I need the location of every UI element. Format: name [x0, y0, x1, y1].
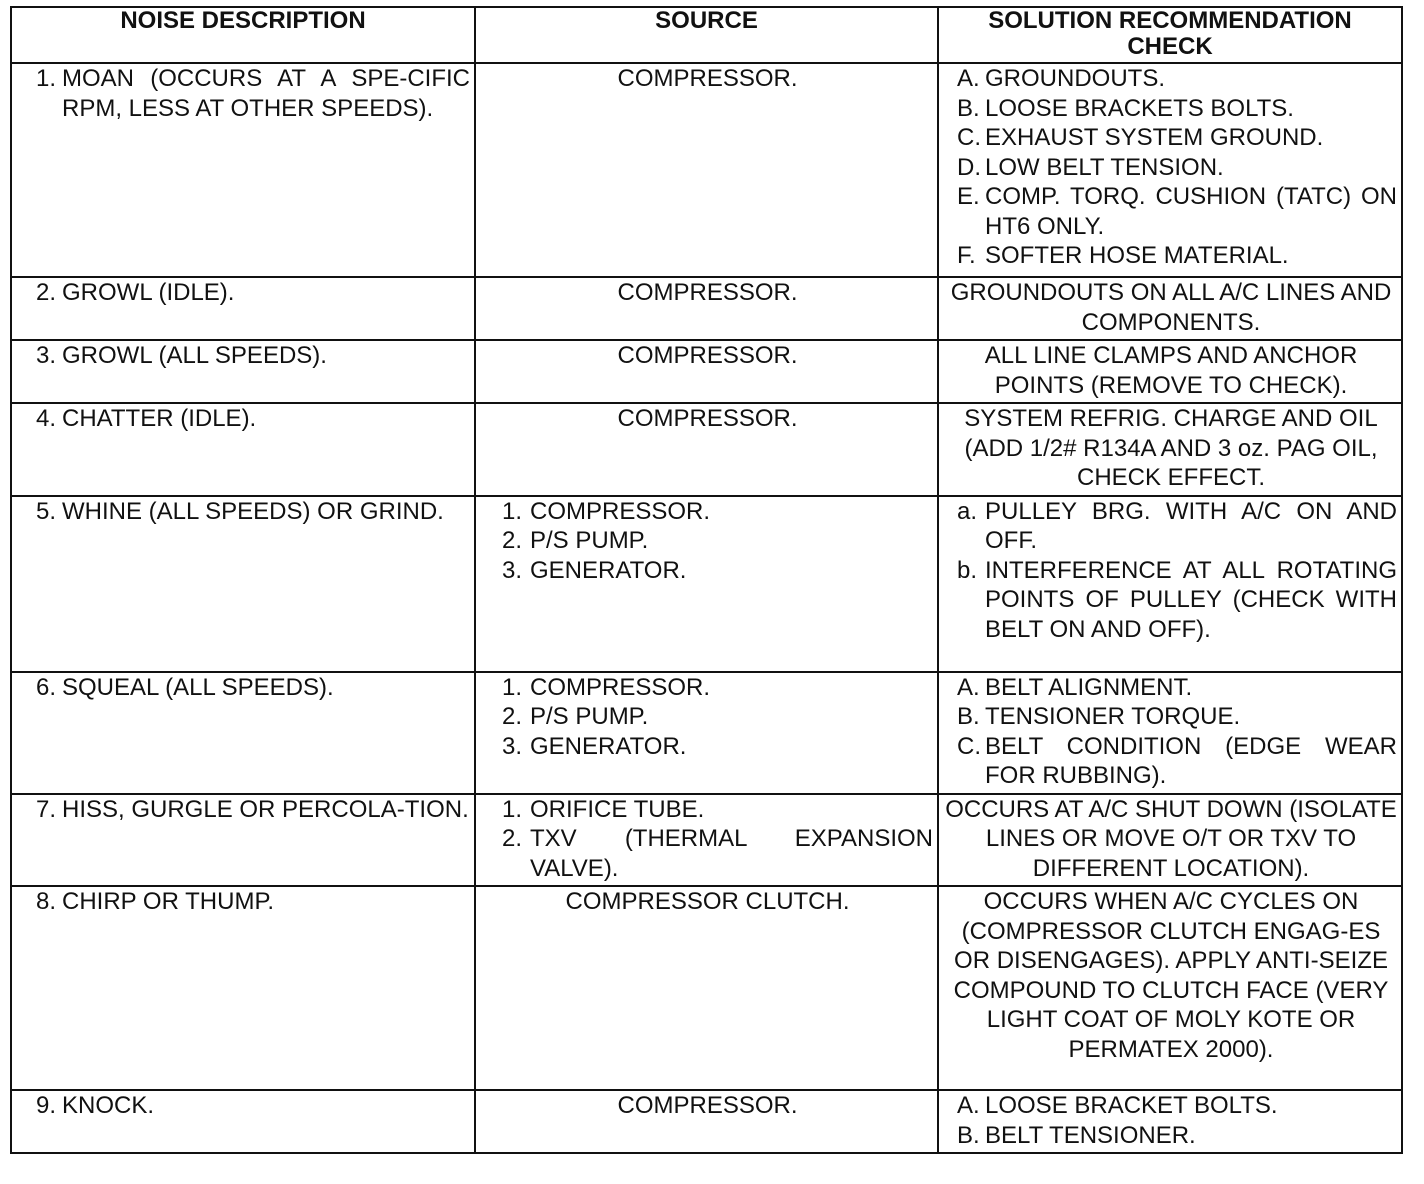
- solution-item: E. COMP. TORQ. CUSHION (TATC) ON HT6 ONLY.: [957, 183, 1397, 240]
- source-item: 1. COMPRESSOR.: [502, 673, 711, 701]
- source-item: 3. GENERATOR.: [502, 556, 687, 584]
- solution-cell: [938, 1090, 1402, 1153]
- row-number: 6.: [36, 673, 57, 701]
- row-number: 5.: [36, 497, 57, 525]
- noise-description-text: KNOCK.: [62, 1092, 155, 1119]
- noise-description-cell: [11, 886, 475, 1090]
- solution-item: B. BELT TENSIONER.: [957, 1121, 1196, 1149]
- table-row: [11, 794, 1402, 887]
- noise-description-text: CHIRP OR THUMP.: [62, 888, 275, 915]
- source-item: 1. ORIFICE TUBE.: [502, 795, 705, 823]
- noise-description-text: WHINE (ALL SPEEDS) OR GRIND.: [62, 497, 444, 525]
- source-cell: COMPRESSOR.: [475, 403, 938, 496]
- noise-description-text: GROWL (IDLE).: [62, 279, 235, 306]
- source-cell: [475, 794, 938, 887]
- solution-cell: [938, 63, 1402, 277]
- source-item: 2. P/S PUMP.: [502, 703, 649, 730]
- noise-description-cell: [11, 403, 475, 496]
- solution-cell: OCCURS AT A/C SHUT DOWN (ISOLATE LINES OR MOVE O/T OR TXV TO DIFFERENT LOCATION).: [938, 794, 1402, 887]
- noise-description-text: MOAN (OCCURS AT A SPE-CIFIC RPM, LESS AT OTHER SPEEDS).: [62, 65, 470, 122]
- source-cell: [475, 672, 938, 794]
- noise-description-cell: [11, 1090, 475, 1153]
- source-item: 1. COMPRESSOR.: [502, 497, 711, 525]
- solution-item: A. LOOSE BRACKET BOLTS.: [957, 1092, 1278, 1119]
- table-row: [11, 340, 1402, 403]
- table-row: [11, 886, 1402, 1090]
- row-number: 3.: [36, 342, 57, 369]
- solution-cell: OCCURS WHEN A/C CYCLES ON (COMPRESSOR CLUTCH ENGAG-ES OR DISENGAGES). APPLY ANTI-SEIZE COMPOUND TO CLUTCH FACE (VERY LIGHT COAT OF MOLY KOTE OR PERMATEX 2000).: [938, 886, 1402, 1090]
- solution-item: C. EXHAUST SYSTEM GROUND.: [957, 124, 1324, 151]
- noise-description-cell: [11, 794, 475, 887]
- source-item: 2. TXV (THERMAL EXPANSION VALVE).: [502, 825, 933, 882]
- header-noise-description: NOISE DESCRIPTION: [11, 7, 475, 63]
- solution-cell: [938, 672, 1402, 794]
- noise-description-cell: [11, 672, 475, 794]
- source-cell: COMPRESSOR.: [475, 277, 938, 340]
- source-cell: COMPRESSOR.: [475, 340, 938, 403]
- solution-item: F. SOFTER HOSE MATERIAL.: [957, 242, 1289, 269]
- solution-cell: SYSTEM REFRIG. CHARGE AND OIL (ADD 1/2# R134A AND 3 oz. PAG OIL, CHECK EFFECT.: [938, 403, 1402, 496]
- solution-cell: ALL LINE CLAMPS AND ANCHOR POINTS (REMOVE TO CHECK).: [938, 340, 1402, 403]
- row-number: 7.: [36, 795, 57, 823]
- row-number: 4.: [36, 405, 57, 432]
- source-cell: [475, 496, 938, 672]
- solution-item: A. GROUNDOUTS.: [957, 65, 1165, 92]
- solution-item: b. INTERFERENCE AT ALL ROTATING POINTS OF PULLEY (CHECK WITH BELT ON AND OFF).: [957, 556, 1397, 643]
- header-solution-recommendation: SOLUTION RECOMMENDATION CHECK: [938, 7, 1402, 63]
- solution-item: a. PULLEY BRG. WITH A/C ON AND OFF.: [957, 497, 1397, 554]
- solution-item: A. BELT ALIGNMENT.: [957, 673, 1193, 701]
- noise-description-cell: [11, 63, 475, 277]
- noise-description-text: GROWL (ALL SPEEDS).: [62, 342, 327, 369]
- noise-description-text: CHATTER (IDLE).: [62, 405, 257, 432]
- source-cell: COMPRESSOR CLUTCH.: [475, 886, 938, 1090]
- table-row: [11, 277, 1402, 340]
- table-row: [11, 63, 1402, 277]
- row-number: 2.: [36, 279, 57, 306]
- noise-description-text: SQUEAL (ALL SPEEDS).: [62, 673, 334, 701]
- solution-item: B. TENSIONER TORQUE.: [957, 703, 1241, 730]
- noise-description-cell: [11, 340, 475, 403]
- row-number: 1.: [36, 65, 57, 92]
- noise-diagnosis-table: [10, 6, 1403, 1154]
- noise-description-cell: [11, 277, 475, 340]
- table-row: [11, 496, 1402, 672]
- noise-description-cell: [11, 496, 475, 672]
- header-row: [11, 7, 1402, 63]
- solution-item: D. LOW BELT TENSION.: [957, 153, 1224, 181]
- table-row: [11, 1090, 1402, 1153]
- solution-item: B. LOOSE BRACKETS BOLTS.: [957, 94, 1294, 122]
- source-item: 2. P/S PUMP.: [502, 527, 649, 554]
- solution-item: C. BELT CONDITION (EDGE WEAR FOR RUBBING).: [957, 732, 1397, 789]
- solution-cell: GROUNDOUTS ON ALL A/C LINES AND COMPONENTS.: [938, 277, 1402, 340]
- row-number: 8.: [36, 888, 57, 915]
- table-row: [11, 672, 1402, 794]
- source-item: 3. GENERATOR.: [502, 732, 687, 760]
- source-cell: COMPRESSOR.: [475, 63, 938, 277]
- solution-cell: [938, 496, 1402, 672]
- table-row: [11, 403, 1402, 496]
- noise-description-text: HISS, GURGLE OR PERCOLA-TION.: [62, 795, 469, 823]
- header-source: SOURCE: [475, 7, 938, 63]
- row-number: 9.: [36, 1092, 57, 1119]
- source-cell: COMPRESSOR.: [475, 1090, 938, 1153]
